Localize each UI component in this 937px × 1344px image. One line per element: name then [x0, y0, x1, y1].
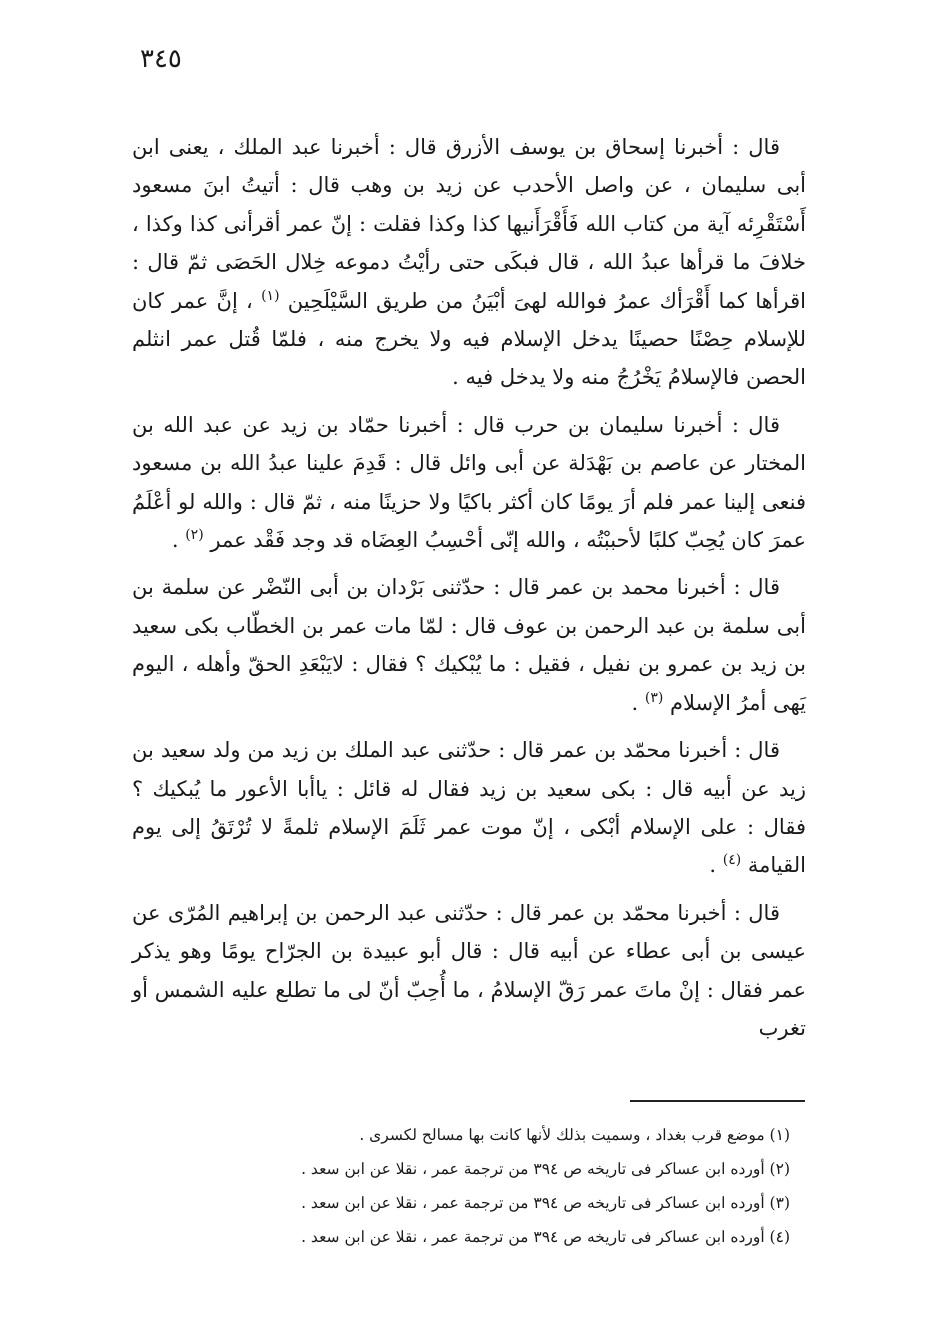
- footnote: (٤) أورده ابن عساكر فى تاريخه ص ٣٩٤ من ترجمة عمر ، نقلا عن ابن سعد .: [301, 1228, 790, 1246]
- paragraph-text-after: ، إنَّ عمر كان للإسلام حِصْنًا حصينًا يدخل الإسلام فيه ولا يخرج منه ، فلمّا قُتل عمر انثلم الحصن فالإسلامُ يَخْرُجُ منه ولا يدخل فيه .: [132, 288, 806, 390]
- footnote: (١) موضع قرب بغداد ، وسميت بذلك لأنها كانت بها مسالح لكسرى .: [359, 1126, 790, 1144]
- paragraph-text-after: .: [171, 528, 179, 553]
- footnote-ref: (١): [261, 287, 280, 304]
- footnote-ref: (٢): [185, 527, 204, 544]
- main-text: [132, 128, 806, 1056]
- footnote: (٢) أورده ابن عساكر فى تاريخه ص ٣٩٤ من ترجمة عمر ، نقلا عن ابن سعد .: [301, 1160, 790, 1178]
- paragraph-text: قال : أخبرنا سليمان بن حرب قال : أخبرنا حمّاد بن زيد عن عبد الله بن المختار عن عاصم بن بَهْدَلة عن أبى وائل قال : قَدِمَ علينا عبدُ الله بن مسعود فنعى إلينا عمر فلم أرَ يومًا كان أكثر باكيًا ولا حزينًا منه ، ثمّ قال : والله لو أعْلَمُ عمرَ كان يُحِبّ كلبًا لأحببْتُه ، والله إنّى أحْسِبُ العِضَاه قد وجد فَقْد عمر: [132, 412, 806, 553]
- paragraph-text: قال : أخبرنا محمّد بن عمر قال : حدّثنى عبد الملك بن زيد من ولد سعيد بن زيد عن أبيه قال : بكى سعيد بن زيد فقال له قائل : ياأبا الأعور ما يُبكيك ؟ فقال : على الإسلام أبْكى ، إنّ موت عمر ثَلَمَ الإسلام ثلمةً لا تُرْتَقُ إلى يوم القيامة: [132, 738, 806, 878]
- footnote-ref: (٣): [644, 689, 664, 706]
- paragraph-text-after: .: [631, 690, 639, 715]
- paragraph: [132, 568, 806, 722]
- paragraph-text-after: .: [709, 853, 717, 878]
- paragraph: [132, 128, 806, 397]
- footnotes: [180, 1118, 790, 1254]
- footnote-divider: [630, 1100, 805, 1102]
- paragraph: [132, 731, 806, 885]
- paragraph-text: قال : أخبرنا محمّد بن عمر قال : حدّثنى عبد الرحمن بن إبراهيم المُرّى عن عيسى بن أبى عطاء عن أبيه قال : قال أبو عبيدة بن الجرّاح يومًا وهو يذكر عمر فقال : إنْ ماتَ عمر رَقّ الإسلامُ ، ما أُحِبّ أنّ لى ما تطلع عليه الشمس أو تغرب: [132, 900, 806, 1040]
- page-number: ٣٤٥: [140, 44, 182, 74]
- paragraph-text: قال : أخبرنا محمد بن عمر قال : حدّثنى بَرْدان بن أبى النّضْر عن سلمة بن أبى سلمة بن عبد الرحمن بن عوف قال : لمّا مات عمر بن الخطّاب بكى سعيد بن زيد بن عمرو بن نفيل ، فقيل : ما يُبْكيك ؟ فقال : لايَبْعَدِ الحقّ وأهله ، اليوم يَهى أمرُ الإسلام: [132, 575, 806, 715]
- paragraph: [132, 406, 806, 560]
- footnote-ref: (٤): [722, 852, 742, 869]
- paragraph-text: قال : أخبرنا إسحاق بن يوسف الأزرق قال : أخبرنا عبد الملك ، يعنى ابن أبى سليمان ، عن واصل الأحدب عن زيد بن وهب قال : أتيتُ ابنَ مسعود أَسْتَقْرِئه آية من كتاب الله فَأَقْرَأَنيها كذا وكذا فقلت : إنّ عمر أقرأنى كذا وكذا ، خلافَ ما قرأها عبدُ الله ، قال فبكَى حتى رأيْتُ دموعه خِلال الحَصَى ثمّ قال : اقرأها كما أَقْرَأك عمرُ فوالله لهىَ أبْيَنُ من طريق السَّيْلَحِين: [132, 135, 807, 313]
- paragraph: [132, 894, 806, 1048]
- footnote: (٣) أورده ابن عساكر فى تاريخه ص ٣٩٤ من ترجمة عمر ، نقلا عن ابن سعد .: [301, 1194, 790, 1212]
